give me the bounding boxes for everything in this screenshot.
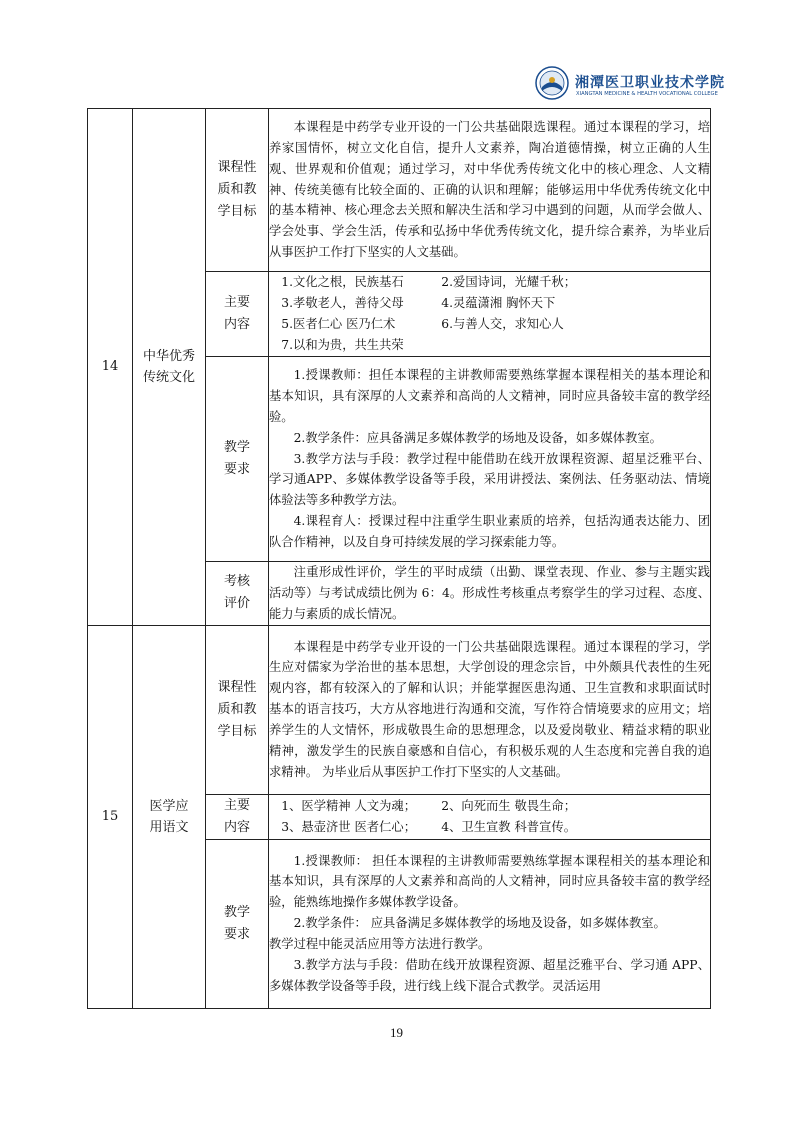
label-line: 教学: [223, 440, 250, 455]
college-emblem-icon: [535, 66, 569, 100]
content-item: 6.与善人交，求知心人: [441, 317, 564, 331]
assessment-text-cell: [269, 562, 711, 626]
label-line: 主要: [223, 295, 250, 310]
label-line: 评价: [223, 596, 250, 612]
content-item: 1、医学精神 人文为魂；: [281, 798, 416, 813]
college-name: 湘潭医卫职业技术学院: [575, 75, 725, 91]
nature-text: 本课程是中药学专业开设的一门公共基础限选课程。通过本课程的学习，培养家国情怀，树立文化自信，提升人文素养，陶冶道德情操，树立正确的人生观、世界观和价值观；通过学习，对中华优秀传统文化中的核心理念、人文精神、传统美德有比较全面的、正确的认识和理解；能够运用中华优秀传统文化中的基本精神、核心理念去关照和解决生活和学习中遇到的问题，从而学会做人、学会处事、学会生活，传承和弘扬中华优秀传统文化，提升综合素养，为毕业后从事医护工作打下坚实的人文基础。: [269, 119, 710, 260]
content-list-cell: [269, 272, 711, 357]
content-label: [206, 794, 269, 839]
label-line: 学目标: [217, 204, 257, 219]
assessment-label: [206, 562, 269, 626]
list-item: [269, 272, 710, 293]
content-item: 3.孝敬老人，善待父母: [281, 296, 404, 311]
list-item: [269, 796, 710, 817]
content-item: 1.文化之根，民族基石: [281, 275, 404, 290]
requirements-label: [206, 357, 269, 562]
course-number: 15: [88, 625, 133, 1008]
label-line: 主要: [223, 797, 250, 813]
list-item: [269, 293, 710, 314]
college-logo: [535, 66, 725, 106]
content-item: 2.爱国诗词，光耀千秋；: [441, 275, 576, 290]
content-item: 2、向死而生 敬畏生命；: [441, 798, 576, 813]
nature-text-cell: [269, 625, 711, 794]
nature-label: [206, 625, 269, 794]
content-list-cell: [269, 794, 711, 839]
college-english-name: XIANGTAN MEDICINE & HEALTH VOCATIONAL COLLEGE: [576, 91, 718, 97]
label-line: 学目标: [217, 723, 257, 739]
course-14-nature-row: [88, 109, 711, 272]
content-item: 3、悬壶济世 医者仁心；: [281, 819, 416, 834]
label-line: 教学: [223, 904, 250, 920]
requirement-paragraph: 1.授课教师：担任本课程的主讲教师需要熟练掌握本课程相关的基本理论和基本知识，具有深厚的人文素养和高尚的人文精神，同时应具备较丰富的教学经验。: [269, 367, 710, 424]
content-item: 4.灵蕴潇湘 胸怀天下: [441, 296, 556, 311]
course-table: [87, 108, 711, 1009]
label-line: 质和教: [217, 182, 257, 197]
content-item: 4、卫生宣教 科普宣传。: [441, 819, 576, 834]
requirement-paragraph: 1.授课教师： 担任本课程的主讲教师需要熟练掌握本课程相关的基本理论和基本知识，具有深厚的人文素养和高尚的人文精神，同时应具备较丰富的教学经验，能熟练地操作多媒体教学设备。: [269, 853, 710, 910]
requirements-text-cell: [269, 839, 711, 1008]
label-line: 考核: [223, 574, 250, 590]
requirements-text-cell: [269, 357, 711, 562]
requirement-paragraph: 3.教学方法与手段：借助在线开放课程资源、超星泛雅平台、学习通 APP、多媒体教学设备等手段，进行线上线下混合式教学。灵活运用: [269, 958, 710, 993]
requirement-paragraph: 4.课程育人：授课过程中注重学生职业素质的培养，包括沟通表达能力、团队合作精神，以及自身可持续发展的学习探索能力等。: [269, 514, 710, 550]
assessment-text: 注重形成性评价，学生的平时成绩（出勤、课堂表现、作业、参与主题实践活动等）与考试成绩比例为 6：4。形成性考核重点考察学生的学习过程、态度、能力与素质的成长情况。: [269, 565, 710, 621]
course-name-line: 传统文化: [142, 369, 195, 385]
requirement-paragraph: 3.教学方法与手段：教学过程中能借助在线开放课程资源、超星泛雅平台、学习通APP、多媒体教学设备等手段，采用讲授法、案例法、任务驱动法、情境体验法等多种教学方法。: [269, 451, 710, 508]
label-line: 课程性: [217, 160, 257, 175]
requirements-label: [206, 839, 269, 1008]
course-name-line: 医学应: [149, 798, 189, 814]
label-line: 课程性: [217, 679, 257, 695]
label-line: 要求: [223, 462, 250, 477]
nature-label: [206, 109, 269, 272]
requirement-paragraph: 教学过程中能灵活应用等方法进行教学。: [269, 937, 491, 952]
course-name-line: 中华优秀: [142, 348, 195, 364]
label-line: 内容: [223, 317, 250, 332]
page-number: 19: [390, 1025, 403, 1040]
list-item: [269, 314, 710, 335]
nature-text: 本课程是中药学专业开设的一门公共基础限选课程。通过本课程的学习，学生应对儒家为学治世的基本思想，大学创设的理念宗旨，中外颇具代表性的生死观内容，都有较深入的了解和认识；并能掌握医患沟通、卫生宣教和求职面试时基本的语言技巧，大方从容地进行沟通和交流，写作符合情境要求的应用文；培养学生的人文情怀，形成敬畏生命的思想理念，以及爱岗敬业、精益求精的职业精神，激发学生的民族自豪感和自信心，有积极乐观的人生态度和完善自我的追求精神。 为毕业后从事医护工作打下坚实的人文基础。: [269, 639, 710, 779]
content-label: [206, 272, 269, 357]
course-15-nature-row: [88, 625, 711, 794]
list-item: 7.以和为贵，共生共荣: [281, 337, 404, 352]
nature-text-cell: [269, 109, 711, 272]
content-item: 5.医者仁心 医乃仁术: [281, 317, 396, 331]
course-name: [133, 109, 206, 626]
course-name: [133, 625, 206, 1008]
label-line: 要求: [223, 926, 250, 942]
requirement-paragraph: 2.教学条件： 应具备满足多媒体教学的场地及设备，如多媒体教室。: [293, 916, 666, 931]
list-item: [269, 817, 710, 838]
course-number: 14: [88, 109, 133, 626]
requirement-paragraph: 2.教学条件：应具备满足多媒体教学的场地及设备，如多媒体教室。: [293, 430, 662, 445]
label-line: 内容: [223, 819, 250, 835]
label-line: 质和教: [217, 701, 257, 717]
course-name-line: 用语文: [149, 819, 189, 835]
